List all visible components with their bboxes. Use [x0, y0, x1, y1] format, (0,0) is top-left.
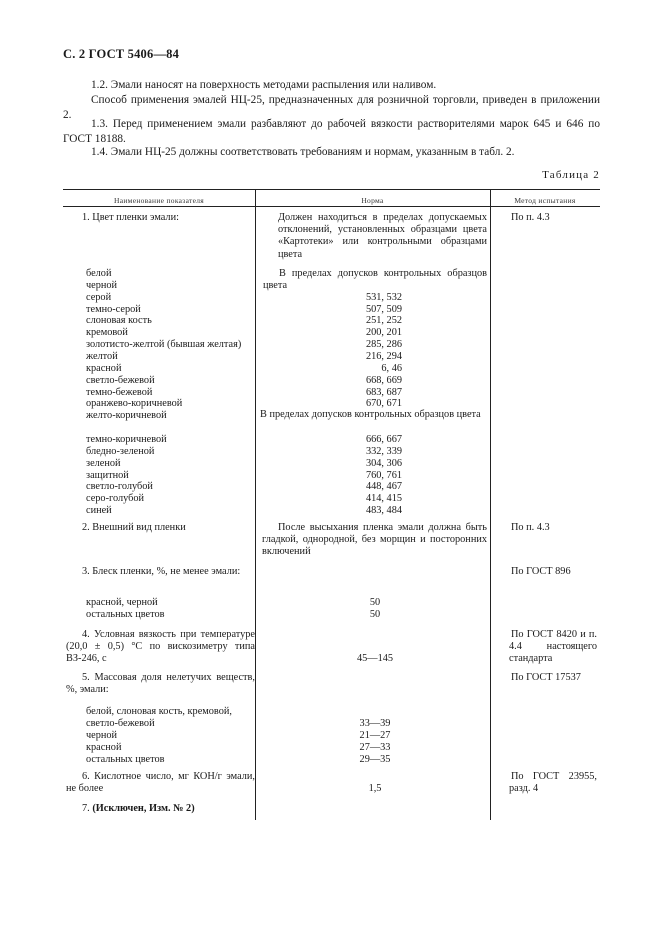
- color-name: кремовой: [86, 327, 128, 339]
- table-header-rule: [63, 206, 600, 207]
- nonvolatile-item: белой, слоновая кость, кремовой,: [86, 706, 232, 717]
- color-code: 285, 286: [365, 339, 402, 351]
- color-code: 448, 467: [365, 481, 402, 493]
- color-code: 531, 532: [365, 291, 402, 303]
- table-top-rule: [63, 189, 600, 190]
- row-4-norm: 45—145: [356, 653, 394, 664]
- column-divider-1: [255, 189, 256, 820]
- column-divider-2: [490, 189, 491, 820]
- paragraph-1-3: 1.3. Перед применением эмали разбавляют до рабочей вязкости растворителями марок 645 и 646 по ГОСТ 18188.: [63, 118, 600, 145]
- nonvolatile-value: 21—27: [359, 729, 391, 741]
- row-6-method: По ГОСТ 23955, разд. 4: [509, 771, 597, 795]
- row-6-norm: 1,5: [368, 783, 382, 794]
- color-name: красной: [86, 362, 122, 374]
- color-name: оранжево-коричневой: [86, 398, 183, 410]
- nonvolatile-item: черной: [86, 729, 118, 741]
- color-name: черной: [86, 279, 118, 291]
- color-code: 666, 667: [365, 434, 402, 446]
- paragraph-1-2: 1.2. Эмали наносят на поверхность методами распыления или наливом.: [91, 79, 437, 91]
- color-name: защитной: [86, 469, 129, 481]
- color-code: 683, 687: [365, 386, 402, 398]
- color-code: 200, 201: [365, 327, 402, 339]
- paragraph-application: Способ применения эмалей НЦ-25, предназначенных для розничной торговли, приведен в приложении 2.: [63, 94, 600, 121]
- color-name: желтой: [86, 350, 118, 362]
- color-code: 760, 761: [365, 469, 402, 481]
- row-1-method: По п. 4.3: [511, 212, 550, 223]
- color-code: 507, 509: [365, 303, 402, 315]
- color-code: 670, 671: [365, 398, 402, 410]
- color-name: синей: [86, 505, 112, 517]
- row-3-value-1: 50: [369, 597, 381, 608]
- color-name: слоновая кость: [86, 315, 152, 327]
- color-name: светло-голубой: [86, 481, 153, 493]
- nonvolatile-item: остальных цветов: [86, 753, 165, 765]
- column-header-method: Метод испытания: [514, 196, 576, 205]
- nonvolatile-value: 27—33: [359, 741, 391, 753]
- row-1-norm: Должен находиться в пределах допускаемых отклонений, установленных образцами цвета «Картотеки» или контрольными образцами цвета: [278, 212, 487, 260]
- color-name: серой: [86, 291, 112, 303]
- row-1-subnorm-2: В пределах допусков контрольных образцов цвета: [260, 409, 481, 420]
- row-7-indicator: 7. (Исключен, Изм. № 2): [82, 803, 195, 814]
- row-6-indicator: 6. Кислотное число, мг КОН/г эмали, не более: [66, 771, 255, 795]
- row-3-value-2: 50: [369, 609, 381, 620]
- row-4-method: По ГОСТ 8420 и п. 4.4 настоящего стандарта: [509, 629, 597, 665]
- nonvolatile-value: 29—35: [359, 753, 391, 765]
- color-code: 483, 484: [365, 505, 402, 517]
- row-5-method: По ГОСТ 17537: [511, 672, 581, 683]
- table-caption: Таблица 2: [542, 169, 600, 181]
- row-3-item-1: красной, черной: [86, 597, 158, 608]
- color-name: серо-голубой: [86, 493, 145, 505]
- color-name: золотисто-желтой (бывшая желтая): [86, 339, 242, 351]
- column-header-indicator: Наименование показателя: [113, 196, 205, 205]
- color-name: белой: [86, 268, 112, 279]
- row-5-indicator: 5. Массовая доля нелетучих веществ, %, эмали:: [66, 672, 255, 696]
- row-2-norm: После высыхания пленка эмали должна быть гладкой, однородной, без морщин и посторонних включений: [262, 522, 487, 558]
- color-code: 6, 46: [381, 362, 402, 374]
- color-name: темно-коричневой: [86, 434, 167, 446]
- nonvolatile-item: светло-бежевой: [86, 717, 155, 729]
- row-2-method: По п. 4.3: [511, 522, 550, 533]
- color-name: светло-бежевой: [86, 374, 155, 386]
- paragraph-1-4: 1.4. Эмали НЦ-25 должны соответствовать требованиям и нормам, указанным в табл. 2.: [91, 146, 515, 158]
- row-3-item-2: остальных цветов: [86, 609, 165, 620]
- row-1-indicator: 1. Цвет пленки эмали:: [82, 212, 179, 223]
- nonvolatile-value: 33—39: [359, 717, 391, 729]
- color-code: 251, 252: [365, 315, 402, 327]
- color-name: темно-бежевой: [86, 386, 153, 398]
- row-4-indicator: 4. Условная вязкость при температуре (20,0 ± 0,5) °С по вискозиметру типа ВЗ-246, с: [66, 629, 255, 665]
- color-name: темно-серой: [86, 303, 141, 315]
- color-code: 332, 339: [365, 445, 402, 457]
- color-code: 216, 294: [365, 350, 402, 362]
- color-name: зеленой: [86, 457, 121, 469]
- row-2-indicator: 2. Внешний вид пленки: [82, 522, 186, 533]
- color-code: 304, 306: [365, 457, 402, 469]
- row-3-method: По ГОСТ 896: [511, 566, 571, 577]
- nonvolatile-item: красной: [86, 741, 122, 753]
- color-code: 414, 415: [365, 493, 402, 505]
- color-name: желто-коричневой: [86, 410, 167, 422]
- color-name: бледно-зеленой: [86, 445, 155, 457]
- column-header-norm: Норма: [361, 196, 384, 205]
- row-1-subnorm-1: В пределах допусков контрольных образцов цвета: [263, 268, 487, 292]
- color-code: 668, 669: [365, 374, 402, 386]
- row-3-indicator: 3. Блеск пленки, %, не менее эмали:: [82, 566, 241, 577]
- page-header: С. 2 ГОСТ 5406—84: [63, 47, 180, 61]
